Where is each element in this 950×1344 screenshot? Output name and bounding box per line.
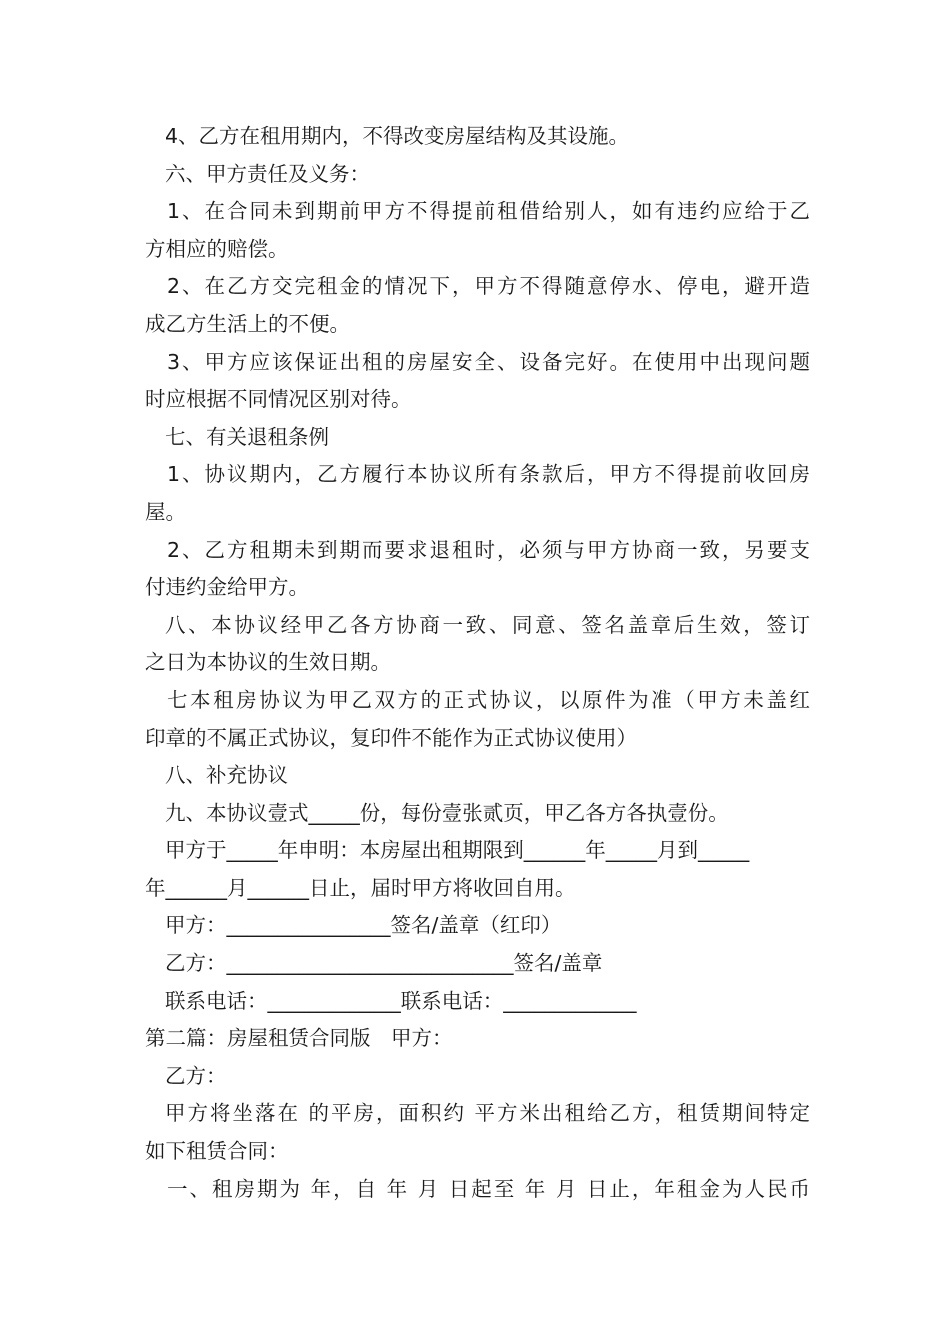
text-line: 九、本协议壹式_____份，每份壹张贰页，甲乙各方各执壹份。 xyxy=(165,800,729,825)
text-line: 付违约金给甲方。 xyxy=(145,575,309,600)
signature-line-party-a: 甲方：________________签名/盖章（红印） xyxy=(165,913,562,938)
text-line: 乙方： xyxy=(165,1063,227,1088)
text-line: 六、甲方责任及义务： xyxy=(165,161,370,186)
text-line: 方相应的赔偿。 xyxy=(145,236,289,261)
text-line: 3、甲方应该保证出租的房屋安全、设备完好。在使用中出现问题 xyxy=(167,349,810,374)
text-line: 甲方将坐落在 的平房，面积约 平方米出租给乙方，租赁期间特定 xyxy=(165,1101,810,1126)
text-line: 2、在乙方交完租金的情况下，甲方不得随意停水、停电，避开造 xyxy=(167,274,810,299)
signature-line-party-b: 乙方：____________________________签名/盖章 xyxy=(165,951,603,976)
text-line: 屋。 xyxy=(145,499,186,524)
section-heading: 七、有关退租条例 xyxy=(165,424,329,449)
text-line: 2、乙方租期未到期而要求退租时，必须与甲方协商一致，另要支 xyxy=(167,537,810,562)
text-line: 之日为本协议的生效日期。 xyxy=(145,650,391,675)
text-line: 印章的不属正式协议，复印件不能作为正式协议使用） xyxy=(145,725,637,750)
text-line: 成乙方生活上的不便。 xyxy=(145,311,350,336)
text-line: 甲方于_____年申明：本房屋出租期限到______年_____月到_____ xyxy=(165,838,750,863)
text-line: 时应根据不同情况区别对待。 xyxy=(145,387,412,412)
text-line: 1、在合同未到期前甲方不得提前租借给别人，如有违约应给于乙 xyxy=(167,199,810,224)
contact-phone-line: 联系电话：_____________联系电话：_____________ xyxy=(165,988,637,1013)
text-line: 八、本协议经甲乙各方协商一致、同意、签名盖章后生效，签订 xyxy=(165,612,810,637)
text-line: 一、租房期为 年，自 年 月 日起至 年 月 日止，年租金为人民币 xyxy=(167,1176,810,1201)
text-line: 年______月______日止，届时甲方将收回自用。 xyxy=(145,875,576,900)
chapter-heading: 第二篇：房屋租赁合同版 甲方： xyxy=(145,1026,453,1051)
text-line: 如下租赁合同： xyxy=(145,1139,289,1164)
document-body xyxy=(145,118,810,1208)
text-line: 七本租房协议为甲乙双方的正式协议，以原件为准（甲方未盖红 xyxy=(167,687,810,712)
text-line: 1、协议期内，乙方履行本协议所有条款后，甲方不得提前收回房 xyxy=(167,462,810,487)
text-line: 4、乙方在租用期内，不得改变房屋结构及其设施。 xyxy=(165,124,630,148)
section-heading: 八、补充协议 xyxy=(165,763,288,788)
